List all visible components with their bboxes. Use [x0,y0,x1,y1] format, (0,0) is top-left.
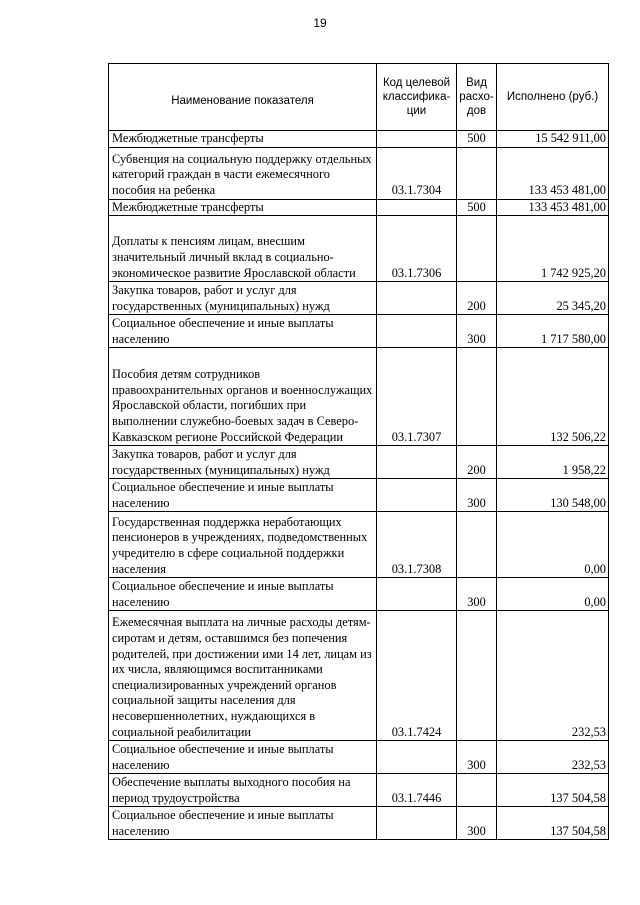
row-amount: 1 958,22 [497,446,609,479]
row-amount: 137 504,58 [497,774,609,807]
row-kind: 300 [457,315,497,348]
row-kind [457,512,497,578]
row-name: Социальное обеспечение и иные выплаты населению [109,807,377,840]
row-code: 03.1.7446 [377,774,457,807]
row-kind: 200 [457,282,497,315]
row-code [377,807,457,840]
table-row [109,131,609,148]
budget-execution-table [108,63,609,840]
row-name: Ежемесячная выплата на личные расходы детям-сиротам и детям, оставшимся без попечения родителей, при достижении ими 14 лет, лицам из их числа, являющимся воспитанниками специализированных учреждений органов социальной защиты населения для несовершеннолетних, нуждающихся в социальной реабилитации [109,611,377,741]
row-code [377,199,457,216]
row-code: 03.1.7308 [377,512,457,578]
row-amount: 232,53 [497,741,609,774]
row-code [377,578,457,611]
row-code: 03.1.7304 [377,147,457,199]
row-name: Закупка товаров, работ и услуг для государственных (муниципальных) нужд [109,282,377,315]
table-row [109,216,609,282]
row-name: Субвенция на социальную поддержку отдельных категорий граждан в части ежемесячного пособия на ребенка [109,147,377,199]
row-code: 03.1.7306 [377,216,457,282]
row-amount: 232,53 [497,611,609,741]
row-kind: 500 [457,199,497,216]
header-name: Наименование показателя [109,64,377,131]
row-code [377,282,457,315]
row-kind [457,147,497,199]
row-kind [457,774,497,807]
header-executed: Исполнено (руб.) [497,64,609,131]
row-name: Социальное обеспечение и иные выплаты населению [109,741,377,774]
row-name: Социальное обеспечение и иные выплаты населению [109,578,377,611]
row-code [377,446,457,479]
row-code [377,741,457,774]
row-name: Доплаты к пенсиям лицам, внесшим значительный личный вклад в социально-экономическое развитие Ярославской области [109,216,377,282]
row-code [377,479,457,512]
table-row [109,315,609,348]
row-code [377,131,457,148]
row-kind: 200 [457,446,497,479]
row-code: 03.1.7307 [377,348,457,446]
row-kind: 300 [457,578,497,611]
row-name: Социальное обеспечение и иные выплаты населению [109,315,377,348]
row-amount: 25 345,20 [497,282,609,315]
row-kind [457,216,497,282]
row-amount: 133 453 481,00 [497,147,609,199]
table-row [109,512,609,578]
table-row [109,282,609,315]
row-name: Межбюджетные трансферты [109,199,377,216]
row-kind: 300 [457,741,497,774]
row-amount: 1 717 580,00 [497,315,609,348]
row-name: Закупка товаров, работ и услуг для государственных (муниципальных) нужд [109,446,377,479]
header-code: Код целевой классифика-ции [377,64,457,131]
row-amount: 130 548,00 [497,479,609,512]
row-amount: 0,00 [497,578,609,611]
table-header-row [109,64,609,131]
row-kind: 300 [457,807,497,840]
table-row [109,199,609,216]
row-kind [457,611,497,741]
row-name: Государственная поддержка неработающих пенсионеров в учреждениях, подведомственных учредителю в сфере социальной поддержки населения [109,512,377,578]
page-number: 19 [313,16,327,30]
table-row [109,147,609,199]
table-row [109,479,609,512]
row-amount: 133 453 481,00 [497,199,609,216]
row-code: 03.1.7424 [377,611,457,741]
row-name: Межбюджетные трансферты [109,131,377,148]
row-name: Обеспечение выплаты выходного пособия на период трудоустройства [109,774,377,807]
row-amount: 15 542 911,00 [497,131,609,148]
table-row [109,446,609,479]
row-amount: 1 742 925,20 [497,216,609,282]
row-kind: 300 [457,479,497,512]
row-code [377,315,457,348]
table-row [109,611,609,741]
header-kind: Вид расхо-дов [457,64,497,131]
row-amount: 132 506,22 [497,348,609,446]
table-row [109,348,609,446]
row-amount: 0,00 [497,512,609,578]
table-row [109,774,609,807]
row-kind: 500 [457,131,497,148]
row-name: Пособия детям сотрудников правоохранительных органов и военнослужащих Ярославской области, погибших при выполнении служебно-боевых задач в Северо-Кавказском регионе Российской Федерации [109,348,377,446]
row-kind [457,348,497,446]
row-name: Социальное обеспечение и иные выплаты населению [109,479,377,512]
table-row [109,578,609,611]
table-row [109,807,609,840]
table-row [109,741,609,774]
row-amount: 137 504,58 [497,807,609,840]
